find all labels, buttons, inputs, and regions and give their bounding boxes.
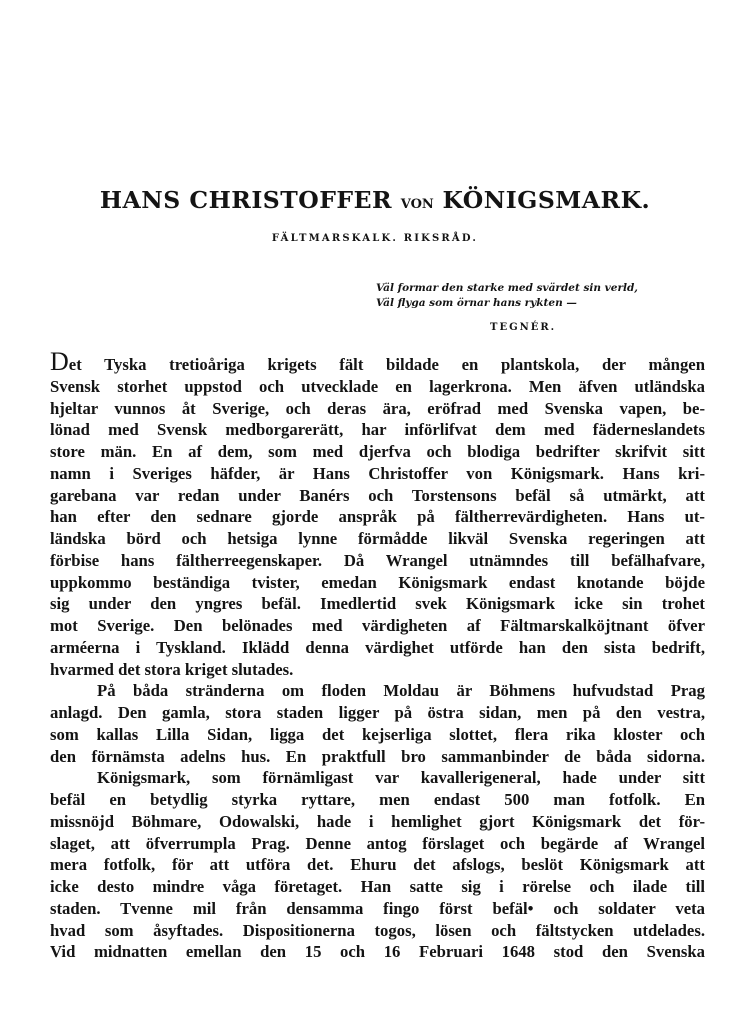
text-line: Vid midnatten emellan den 15 och 16 Februari 1648 stod den Svenska xyxy=(50,942,705,962)
title-surname: KÖNIGSMARK. xyxy=(442,186,651,214)
text-line: uppkommo beständiga tvister, emedan Königsmark endast knotande böjde xyxy=(50,572,705,592)
text-line: hjeltar vunnos åt Sverige, och deras ära, eröfrad med Svenska vapen, be- xyxy=(50,398,705,418)
epigraph-line: Väl formar den starke med svärdet sin verld, xyxy=(376,282,638,294)
text-line: Det Tyska tretioåriga krigets fält bildade en plantskola, der mången xyxy=(50,347,705,376)
epigraph-line: Väl flyga som örnar hans rykten — xyxy=(376,297,577,309)
text-line: som kallas Lilla Sidan, ligga det kejserliga slottet, flera rika kloster och xyxy=(50,724,705,744)
text-line: den förnämsta adelns hus. En praktfull bro sammanbinder de båda sidorna. xyxy=(50,746,705,766)
epigraph xyxy=(376,281,638,311)
text-line: staden. Tvenne mil från densamma fingo först befäl• och soldater veta xyxy=(50,898,705,918)
text-line: sig under den yngres befäl. Imedlertid svek Königsmark icke sin trohet xyxy=(50,594,705,614)
text-line: garebana var redan under Banérs och Torstensons befäl så utmärkt, att xyxy=(50,485,705,505)
text-line: ländska börd och hetsiga lynne förmådde likväl Svenska regeringen att xyxy=(50,529,705,548)
text-line: han efter den sednare gjorde anspråk på fältherrevärdigheten. Hans ut- xyxy=(50,507,705,527)
title-name: HANS CHRISTOFFER xyxy=(99,186,393,214)
text-line: På båda stränderna om floden Moldau är Böhmens hufvudstad Prag xyxy=(97,681,705,701)
subtitle: FÄLTMARSKALK. RIKSRÅD. xyxy=(271,233,479,244)
text-line: befäl en betydlig styrka ryttare, men endast 500 man fotfolk. En xyxy=(50,790,705,809)
text-line: förbise hans fältherreegenskaper. Då Wrangel utnämndes till befälhafvare, xyxy=(50,550,705,570)
text-line: icke desto mindre våga företaget. Han satte sig i rörelse och ilade till xyxy=(50,877,705,896)
text-line: hvad som åsyftades. Dispositionerna togos, lösen och fältstycken utdelades. xyxy=(50,920,705,940)
text-line: hvarmed det stora kriget slutades. xyxy=(50,659,294,679)
text-line: namn i Sveriges häfder, är Hans Christoffer von Königsmark. Hans kri- xyxy=(50,463,705,483)
text-line: slaget, att öfverrumpla Prag. Denne antog förslaget och begärde af Wrangel xyxy=(50,833,705,853)
text-line: missnöjd Böhmare, Odowalski, hade i hemlighet gjort Königsmark det för- xyxy=(50,811,705,831)
epigraph-author: TEGNÉR. xyxy=(490,322,557,333)
text-line: anlagd. Den gamla, stora staden ligger på östra sidan, men på den vestra, xyxy=(50,703,705,722)
drop-cap: D xyxy=(50,347,69,376)
title-von: VON xyxy=(400,197,434,212)
page-title xyxy=(40,186,710,214)
body-text xyxy=(50,347,705,963)
text-line: arméerna i Tyskland. Iklädd denna värdighet utförde han den sista bedrift, xyxy=(50,637,705,657)
text-line: lönad med Svensk medborgarerätt, har införlifvat dem med fäderneslandets xyxy=(50,420,705,440)
text-line: Svensk storhet uppstod och utvecklade en lagerkrona. Men äfven utländska xyxy=(50,376,705,396)
text-line: Königsmark, som förnämligast var kavallerigeneral, hade under sitt xyxy=(97,768,705,788)
text-line: store män. En af dem, som med djerfva och blodiga bedrifter skrifvit sitt xyxy=(50,442,705,461)
text-line: mera fotfolk, för att utföra det. Ehuru det afslogs, beslöt Königsmark att xyxy=(50,855,705,875)
text-line: mot Sverige. Den belönades med värdigheten af Fältmarskalköjtnant öfver xyxy=(50,616,705,635)
